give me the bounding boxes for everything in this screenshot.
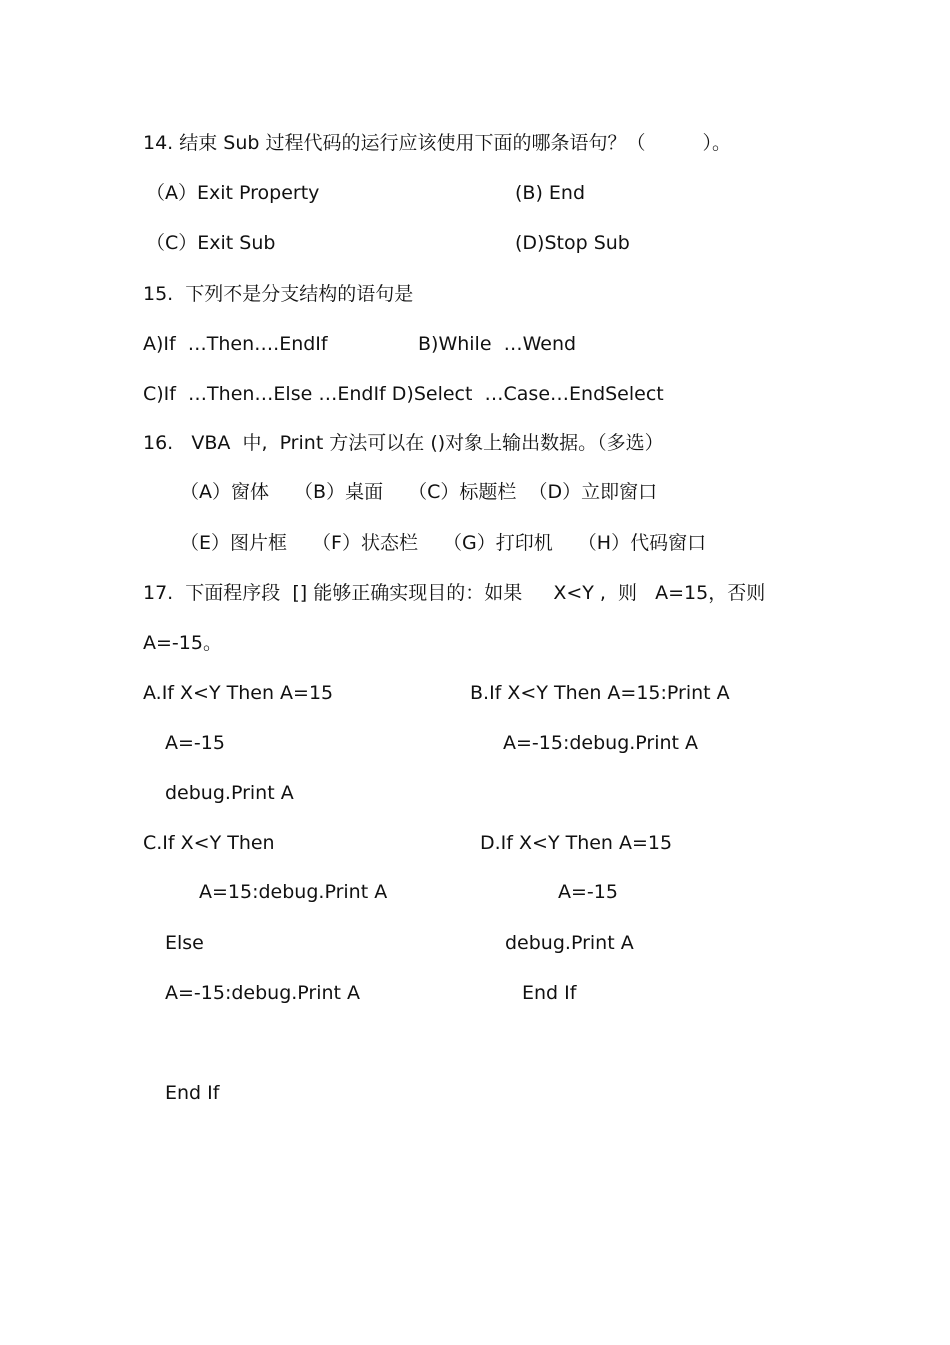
q17-option-d-line2: A=-15	[558, 881, 618, 903]
q17-option-d-line1: D.If X<Y Then A=15	[480, 832, 673, 854]
q17-option-b-line1: B.If X<Y Then A=15:Print A	[470, 682, 730, 704]
q16-options-row1: （A）窗体 （B）桌面 （C）标题栏 （D）立即窗口	[180, 481, 658, 503]
q14-option-c: （C）Exit Sub	[146, 232, 276, 254]
q17-option-a-line1: A.If X<Y Then A=15	[143, 682, 334, 704]
q17-option-d-line4: End If	[522, 982, 577, 1004]
q15-options-cd: C)If …Then…Else …EndIf D)Select …Case…EndSelect	[143, 383, 664, 405]
q14-question: 14. 结束 Sub 过程代码的运行应该使用下面的哪条语句？（ ）。	[143, 132, 731, 154]
q17-option-c-line2: A=15:debug.Print A	[199, 881, 388, 903]
q15-option-b: B)While …Wend	[418, 333, 577, 355]
q17-option-a-line2: A=-15	[165, 732, 225, 754]
q14-option-b: (B) End	[515, 182, 586, 204]
q17-option-c-line3: Else	[165, 932, 204, 954]
q17-question: 17. 下面程序段 [] 能够正确实现目的：如果 X<Y , 则 A=15，否则	[143, 582, 766, 604]
q17-option-b-line2: A=-15:debug.Print A	[503, 732, 699, 754]
q17-option-d-line3: debug.Print A	[505, 932, 634, 954]
q14-option-d: (D)Stop Sub	[515, 232, 630, 254]
q16-question: 16. VBA 中, Print 方法可以在 ()对象上输出数据。（多选）	[143, 432, 664, 454]
q15-option-a: A)If …Then….EndIf	[143, 333, 328, 355]
q15-question: 15. 下列不是分支结构的语句是	[143, 283, 414, 305]
q14-option-a: （A）Exit Property	[146, 182, 320, 204]
q16-options-row2: （E）图片框 （F）状态栏 （G）打印机 （H）代码窗口	[180, 532, 707, 554]
q17-option-c-line1: C.If X<Y Then	[143, 832, 275, 854]
q17-option-c-line5: End If	[165, 1082, 220, 1104]
q17-option-c-line4: A=-15:debug.Print A	[165, 982, 361, 1004]
q17-option-a-line3: debug.Print A	[165, 782, 294, 804]
q17-question-cont: A=-15。	[143, 632, 222, 654]
